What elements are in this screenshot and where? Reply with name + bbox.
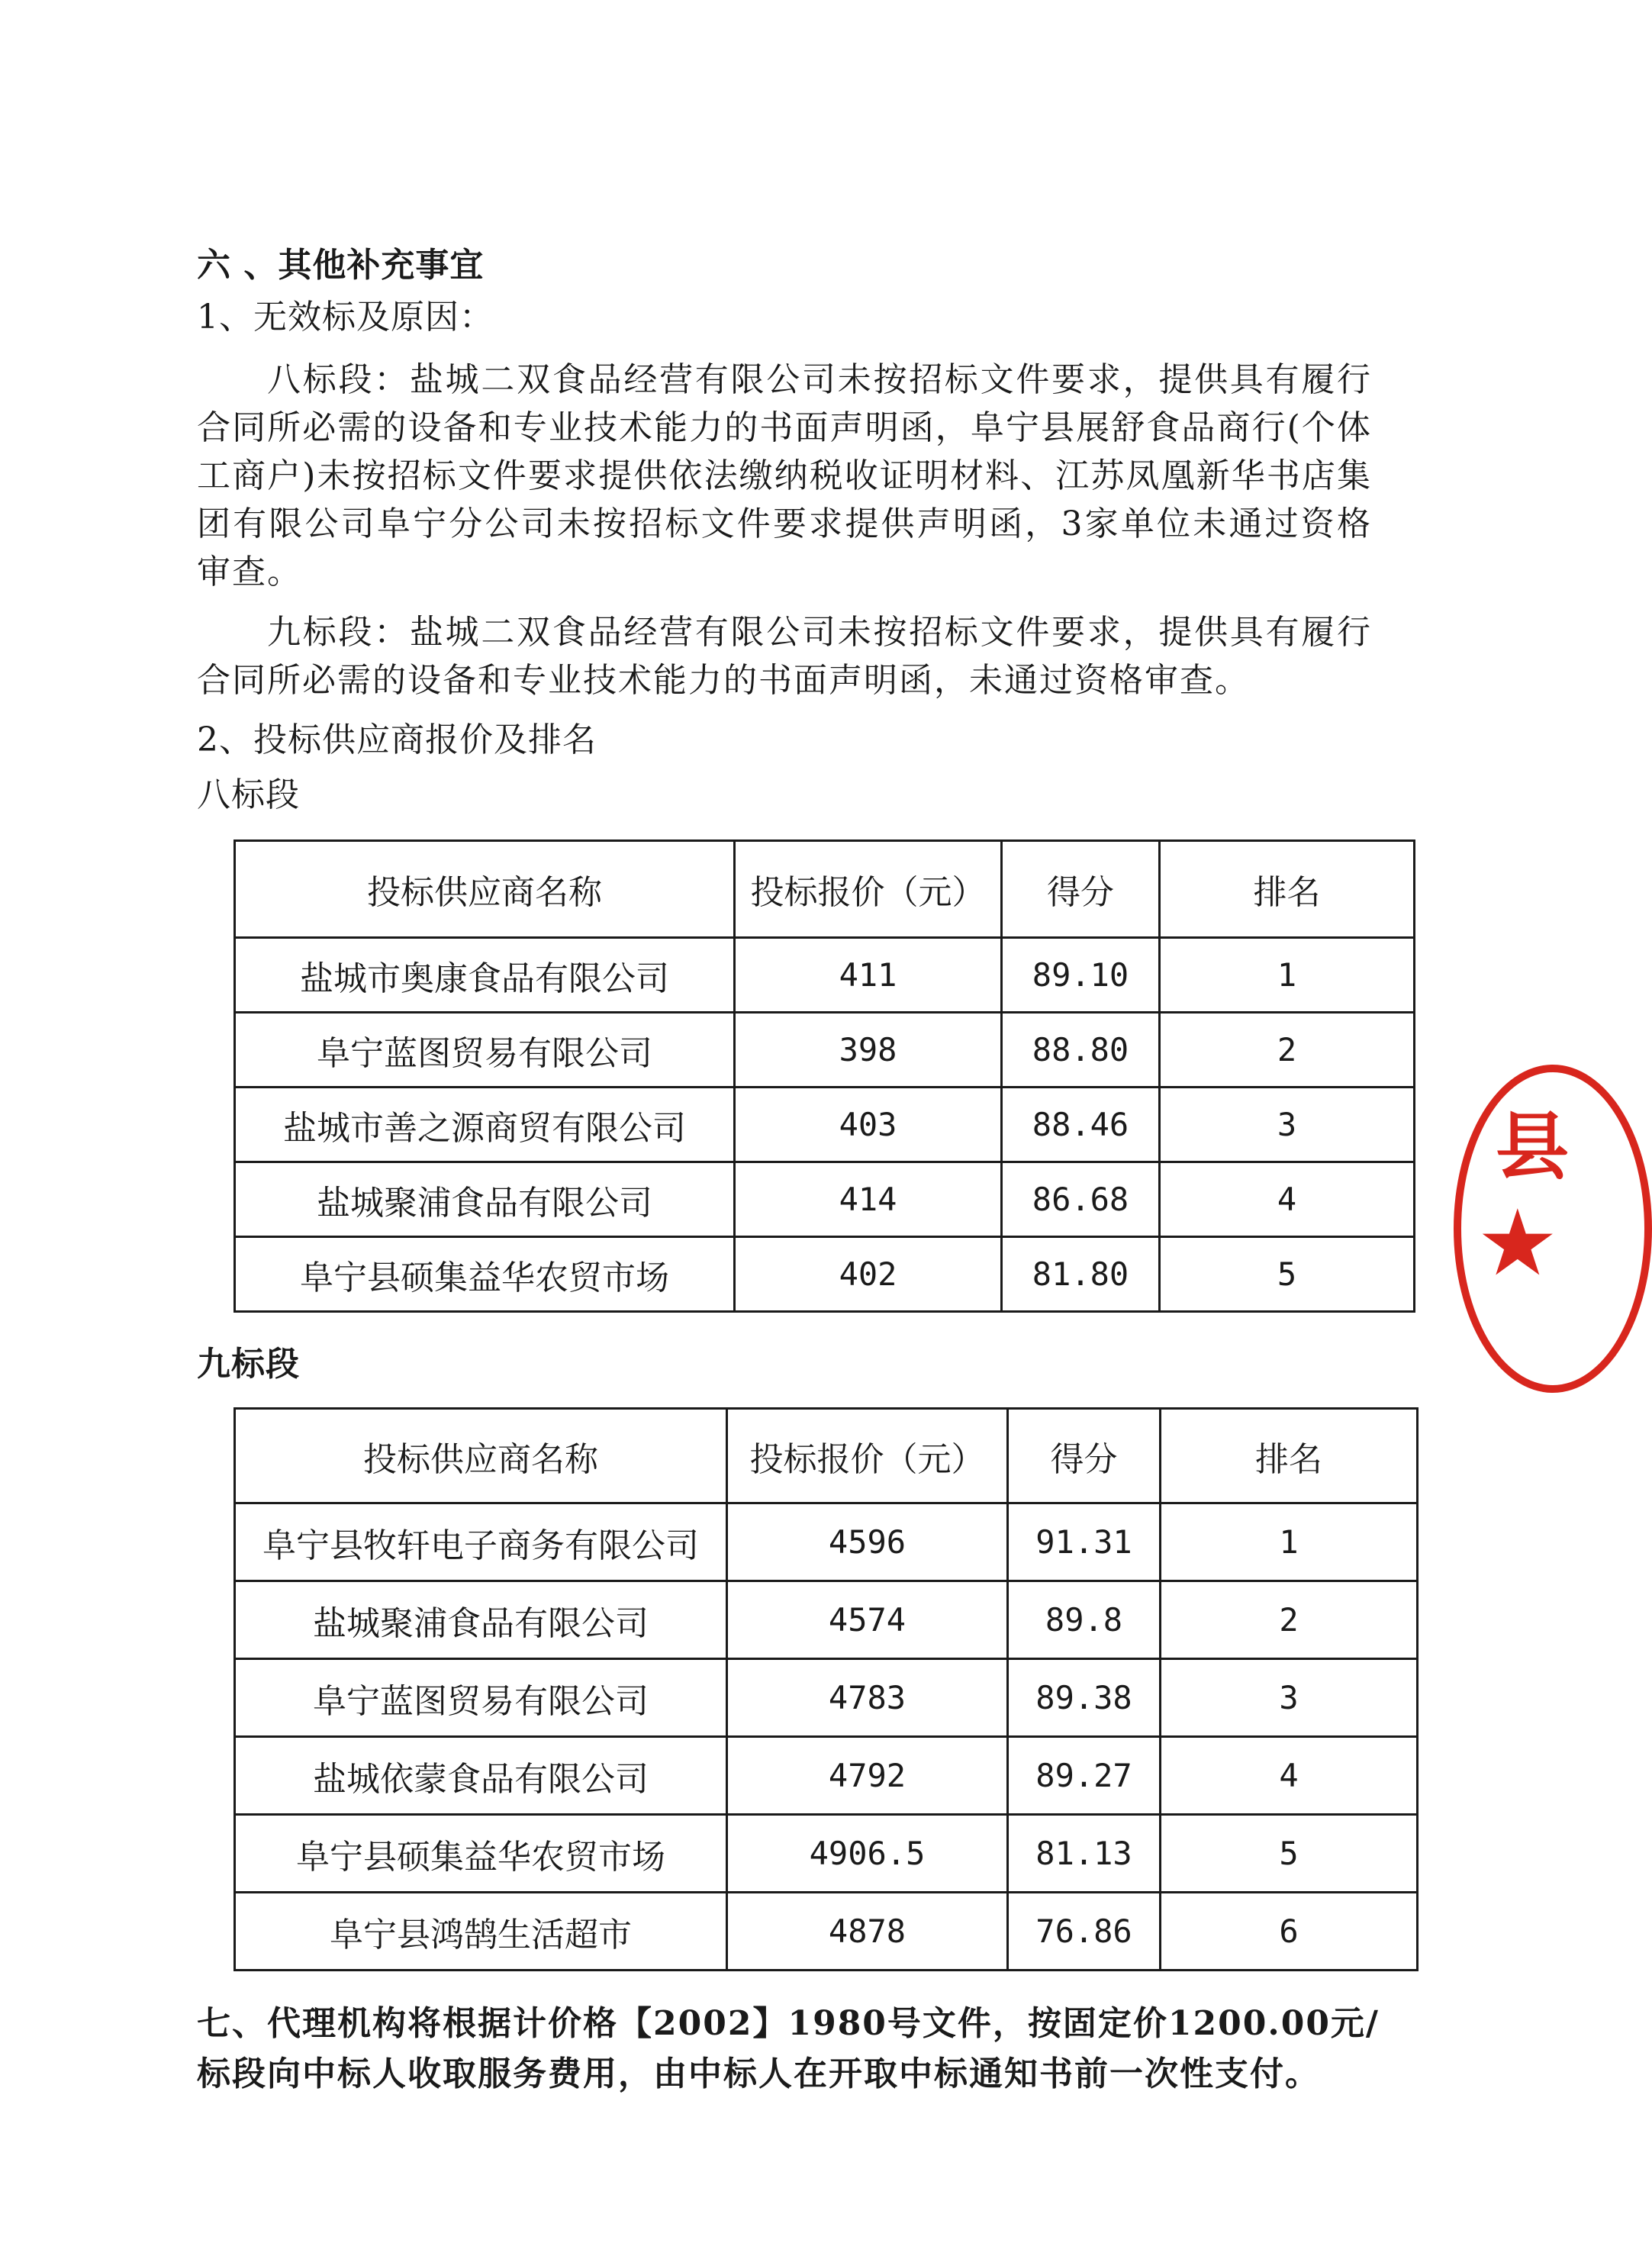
header-score: 得分 [1008,1409,1161,1503]
section-7-line-1: 七、代理机构将根据计价格【2002】1980号文件，按固定价1200.00元/ [197,2004,1380,2043]
bid-score: 81.80 [1002,1237,1160,1312]
table-row [235,938,1415,1013]
header-score: 得分 [1002,841,1160,938]
bid-score: 89.27 [1008,1737,1161,1815]
bid-price: 403 [735,1088,1002,1162]
bid-score: 86.68 [1002,1162,1160,1237]
table-header-row [235,841,1415,938]
header-rank: 排名 [1160,841,1415,938]
table-row [235,1737,1418,1815]
bid-rank: 3 [1160,1088,1415,1162]
table-row [235,1162,1415,1237]
bid-rank: 5 [1161,1815,1418,1893]
lot8-bid-table [233,839,1415,1313]
table-row [235,1893,1418,1971]
section-6-heading: 六 、其他补充事宜 [197,246,485,285]
bid-price: 4792 [727,1737,1008,1815]
supplier-name: 盐城依蒙食品有限公司 [235,1737,727,1815]
lot9-bid-table [233,1407,1419,1971]
supplier-name: 盐城市奥康食品有限公司 [235,938,735,1013]
supplier-name: 盐城聚浦食品有限公司 [235,1581,727,1659]
bid-rank: 6 [1161,1893,1418,1971]
bid-rank: 1 [1160,938,1415,1013]
supplier-name: 盐城市善之源商贸有限公司 [235,1088,735,1162]
bid-score: 89.38 [1008,1659,1161,1737]
header-price: 投标报价（元） [735,841,1002,938]
supplier-name: 阜宁县硕集益华农贸市场 [235,1237,735,1312]
bid-score: 88.80 [1002,1013,1160,1088]
bid-price: 4783 [727,1659,1008,1737]
supplier-name: 阜宁县牧轩电子商务有限公司 [235,1503,727,1581]
bid-price: 414 [735,1162,1002,1237]
bid-rank: 4 [1160,1162,1415,1237]
bid-rank: 2 [1160,1013,1415,1088]
table-row [235,1088,1415,1162]
bid-price: 4596 [727,1503,1008,1581]
seal-star-icon: ★ [1476,1191,1559,1297]
bid-score: 91.31 [1008,1503,1161,1581]
bid-price: 411 [735,938,1002,1013]
supplier-name: 阜宁县鸿鹄生活超市 [235,1893,727,1971]
table-row [235,1581,1418,1659]
bid-price: 4878 [727,1893,1008,1971]
lot9-title: 九标段 [197,1345,300,1384]
invalid-lot8-paragraph: 八标段：盐城二双食品经营有限公司未按招标文件要求，提供具有履行合同所必需的设备和专业技术能力的书面声明函，阜宁县展舒食品商行(个体工商户)未按招标文件要求提供依法缴纳税收证明材料、江苏凤凰新华书店集团有限公司阜宁分公司未按招标文件要求提供声明函，3家单位未通过资格审查。 [197,360,1372,591]
bid-ranking-title: 2、投标供应商报价及排名 [197,720,597,759]
seal-glyph: 县 [1496,1104,1569,1190]
bid-rank: 4 [1161,1737,1418,1815]
supplier-name: 盐城聚浦食品有限公司 [235,1162,735,1237]
table-row [235,1815,1418,1893]
header-price: 投标报价（元） [727,1409,1008,1503]
header-supplier: 投标供应商名称 [235,1409,727,1503]
bid-score: 81.13 [1008,1815,1161,1893]
bid-score: 76.86 [1008,1893,1161,1971]
lot8-title: 八标段 [197,775,300,814]
table-row [235,1503,1418,1581]
bid-score: 88.46 [1002,1088,1160,1162]
bid-rank: 2 [1161,1581,1418,1659]
bid-price: 402 [735,1237,1002,1312]
table-row [235,1237,1415,1312]
bid-rank: 5 [1160,1237,1415,1312]
section-7-line-2: 标段向中标人收取服务费用，由中标人在开取中标通知书前一次性支付。 [197,2054,1320,2093]
bid-price: 398 [735,1013,1002,1088]
invalid-bids-title: 1、无效标及原因： [197,298,494,337]
bid-score: 89.8 [1008,1581,1161,1659]
invalid-lot9-paragraph: 九标段：盐城二双食品经营有限公司未按招标文件要求，提供具有履行合同所必需的设备和专业技术能力的书面声明函，未通过资格审查。 [197,613,1372,700]
header-rank: 排名 [1161,1409,1418,1503]
bid-rank: 1 [1161,1503,1418,1581]
bid-score: 89.10 [1002,938,1160,1013]
supplier-name: 阜宁县硕集益华农贸市场 [235,1815,727,1893]
bid-price: 4574 [727,1581,1008,1659]
table-row [235,1659,1418,1737]
header-supplier: 投标供应商名称 [235,841,735,938]
table-row [235,1013,1415,1088]
supplier-name: 阜宁蓝图贸易有限公司 [235,1659,727,1737]
bid-price: 4906.5 [727,1815,1008,1893]
supplier-name: 阜宁蓝图贸易有限公司 [235,1013,735,1088]
bid-rank: 3 [1161,1659,1418,1737]
table-header-row [235,1409,1418,1503]
